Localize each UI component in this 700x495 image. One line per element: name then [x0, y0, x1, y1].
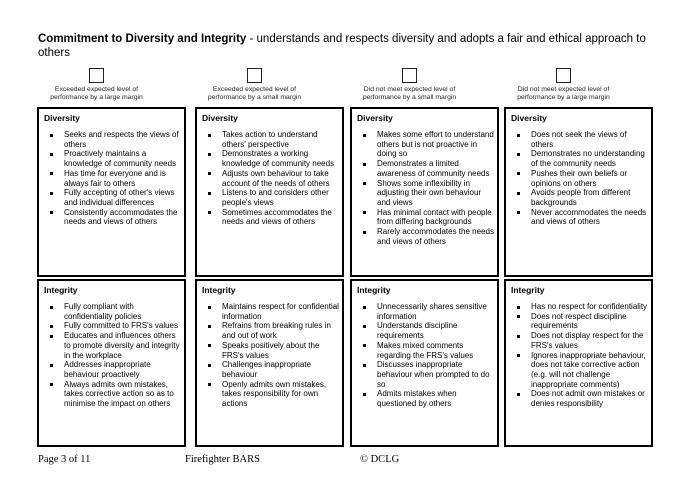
- diversity-bullet-list: [197, 130, 339, 227]
- bullet-item: Has minimal contact with people from differing backgrounds: [352, 208, 494, 227]
- integrity-box-1: [37, 279, 186, 447]
- integrity-heading: Integrity: [44, 285, 78, 295]
- diversity-box-2: [195, 107, 344, 277]
- bullet-item: Does not seek the views of others: [506, 130, 648, 149]
- diversity-box-4: [504, 107, 653, 277]
- diversity-heading: Diversity: [511, 113, 547, 123]
- bullet-item: Makes mixed comments regarding the FRS's values: [352, 341, 494, 360]
- rating-checkbox-1[interactable]: [89, 68, 104, 83]
- rating-column-2: [195, 68, 344, 447]
- bullet-item: Does not respect discipline requirements: [506, 312, 648, 331]
- rating-checkbox-3[interactable]: [402, 68, 417, 83]
- bullet-item: Refrains from breaking rules in and out of work: [197, 321, 339, 340]
- bullet-item: Demonstrates no understanding of the community needs: [506, 149, 648, 168]
- bullet-item: Speaks positively about the FRS's values: [197, 341, 339, 360]
- bullet-item: Fully accepting of other's views and individual differences: [39, 188, 181, 207]
- integrity-bullet-list: [506, 302, 648, 409]
- page-title-rest: - understands and respects diversity and adopts a fair and ethical approach to others: [38, 33, 646, 59]
- integrity-box-3: [350, 279, 499, 447]
- diversity-heading: Diversity: [202, 113, 238, 123]
- bullet-item: Never accommodates the needs and views of others: [506, 208, 648, 227]
- page-title-bold: Commitment to Diversity and Integrity: [38, 33, 247, 45]
- footer-page-number: Page 3 of 11: [38, 454, 91, 465]
- diversity-box-3: [350, 107, 499, 277]
- integrity-heading: Integrity: [357, 285, 391, 295]
- integrity-box-4: [504, 279, 653, 447]
- diversity-box-1: [37, 107, 186, 277]
- bullet-item: Fully compliant with confidentiality policies: [39, 302, 181, 321]
- bullet-item: Maintains respect for confidential information: [197, 302, 339, 321]
- integrity-bullet-list: [39, 302, 181, 409]
- integrity-bullet-list: [197, 302, 339, 409]
- bullet-item: Has no respect for confidentiality: [506, 302, 648, 312]
- bullet-item: Discusses inappropriate behaviour when prompted to do so: [352, 360, 494, 389]
- bullet-item: Seeks and respects the views of others: [39, 130, 181, 149]
- diversity-bullet-list: [352, 130, 494, 246]
- rating-column-3: [350, 68, 499, 447]
- integrity-box-2: [195, 279, 344, 447]
- integrity-bullet-list: [352, 302, 494, 409]
- bullet-item: Proactively maintains a knowledge of community needs: [39, 149, 181, 168]
- bullet-item: Does not display respect for the FRS's values: [506, 331, 648, 350]
- bullet-item: Pushes their own beliefs or opinions on others: [506, 169, 648, 188]
- bullet-item: Does not admit own mistakes or denies responsibility: [506, 389, 648, 408]
- rating-head-1: [37, 68, 186, 107]
- integrity-heading: Integrity: [202, 285, 236, 295]
- rating-head-3: [350, 68, 499, 107]
- bullet-item: Fully committed to FRS's values: [39, 321, 181, 331]
- bullet-item: Always admits own mistakes, takes corrective action so as to minimise the impact on others: [39, 380, 181, 409]
- rating-checkbox-2[interactable]: [247, 68, 262, 83]
- bullet-item: Consistently accommodates the needs and views of others: [39, 208, 181, 227]
- bullet-item: Ignores inappropriate behaviour, does not take corrective action (e.g. will not challenge inappropriate comments): [506, 351, 648, 390]
- integrity-heading: Integrity: [511, 285, 545, 295]
- rating-head-2: [195, 68, 344, 107]
- rating-caption-4: Did not meet expected level of performance by a large margin: [517, 86, 610, 101]
- bullet-item: Demonstrates a limited awareness of community needs: [352, 159, 494, 178]
- bullet-item: Shows some inflexibility in adjusting their own behaviour and views: [352, 179, 494, 208]
- page-title: [38, 33, 662, 60]
- rating-caption-1: Exceeded expected level of performance by a large margin: [50, 86, 143, 101]
- rating-caption-2: Exceeded expected level of performance by a small margin: [207, 86, 302, 101]
- bullet-item: Admits mistakes when questioned by others: [352, 389, 494, 408]
- bullet-item: Makes some effort to understand others but is not proactive in doing so: [352, 130, 494, 159]
- bullet-item: Sometimes accommodates the needs and views of others: [197, 208, 339, 227]
- bullet-item: Avoids people from different backgrounds: [506, 188, 648, 207]
- bullet-item: Openly admits own mistakes, takes responsibility for own actions: [197, 380, 339, 409]
- bullet-item: Challenges inappropriate behaviour: [197, 360, 339, 379]
- bullet-item: Educates and influences others to promote diversity and integrity in the workplace: [39, 331, 181, 360]
- diversity-heading: Diversity: [357, 113, 393, 123]
- rating-checkbox-4[interactable]: [556, 68, 571, 83]
- bullet-item: Listens to and considers other people's views: [197, 188, 339, 207]
- footer-document-name: Firefighter BARS: [185, 454, 260, 465]
- bullet-item: Adjusts own behaviour to take account of the needs of others: [197, 169, 339, 188]
- page-footer: [0, 454, 700, 470]
- bullet-item: Demonstrates a working knowledge of community needs: [197, 149, 339, 168]
- diversity-bullet-list: [39, 130, 181, 227]
- diversity-heading: Diversity: [44, 113, 80, 123]
- rating-head-4: [504, 68, 653, 107]
- bullet-item: Has time for everyone and is always fair to others: [39, 169, 181, 188]
- rating-column-4: [504, 68, 653, 447]
- bullet-item: Rarely accommodates the needs and views of others: [352, 227, 494, 246]
- bullet-item: Understands discipline requirements: [352, 321, 494, 340]
- rating-column-1: [37, 68, 186, 447]
- bullet-item: Unnecessarily shares sensitive information: [352, 302, 494, 321]
- rating-caption-3: Did not meet expected level of performance by a small margin: [362, 86, 457, 101]
- footer-copyright: © DCLG: [360, 454, 400, 465]
- bullet-item: Addresses inappropriate behaviour proactively: [39, 360, 181, 379]
- bullet-item: Takes action to understand others' perspective: [197, 130, 339, 149]
- diversity-bullet-list: [506, 130, 648, 227]
